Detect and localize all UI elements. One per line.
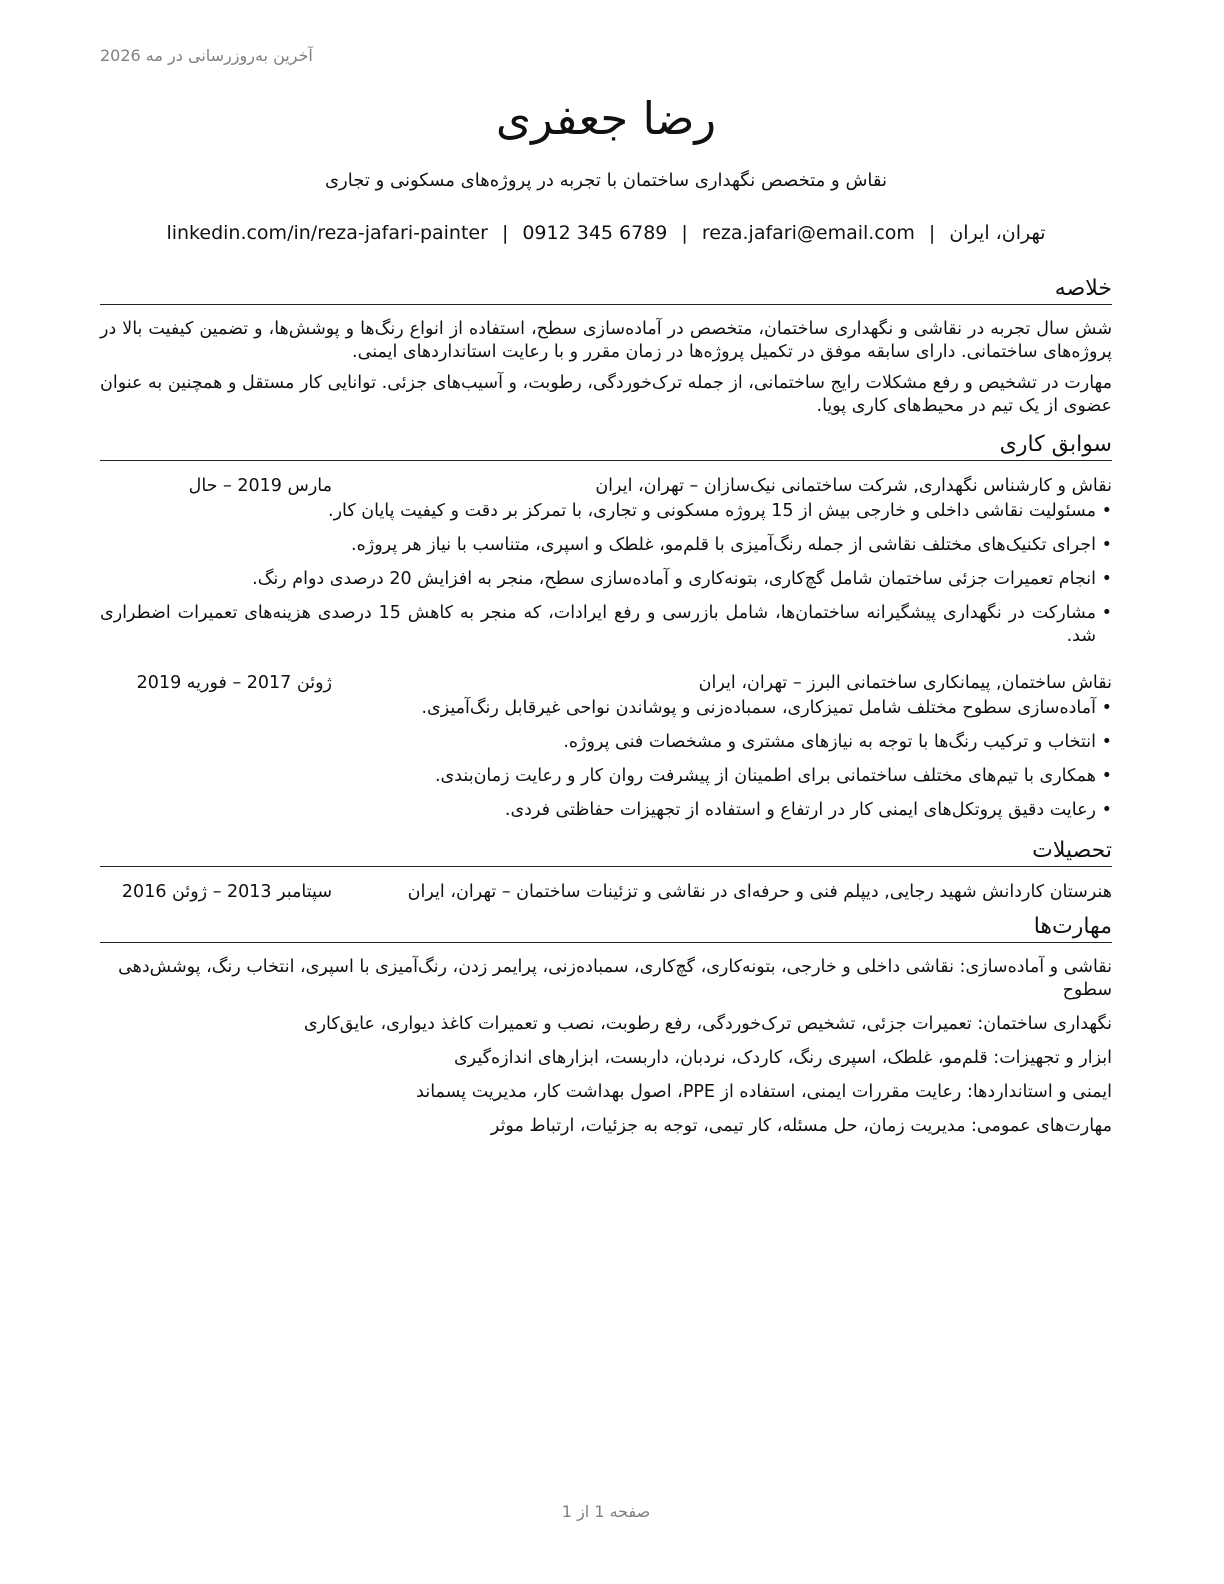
experience-section [100,432,1112,822]
resume-page [100,0,1112,1584]
contact-phone[interactable]: 0912 345 6789 [522,222,668,244]
skill-item: نگهداری ساختمان: تعمیرات جزئی، تشخیص ترک‌خوردگی، رفع رطوبت، نصب و تعمیرات کاغذ دیواری، عایق‌کاری [303,1014,1112,1034]
skill-item: نقاشی و آماده‌سازی: نقاشی داخلی و خارجی، بتونه‌کاری، گچ‌کاری، سمباده‌زنی، پرایمر زدن، رنگ‌آمیزی با اسپری، انتخاب رنگ، پوشش‌دهی سطوح [118,957,1112,1000]
list-item: • مشارکت در نگهداری پیشگیرانه ساختمان‌ها، شامل بازرسی و رفع ایرادات، که منجر به کاهش 15 درصدی هزینه‌های تعمیرات اضطراری شد. [100,602,1112,648]
skills-section [100,914,1112,1138]
section-title: تحصیلات [100,838,1112,867]
skill-item: مهارت‌های عمومی: مدیریت زمان، حل مسئله، کار تیمی، توجه به جزئیات، ارتباط موثر [490,1116,1112,1136]
list-item: • همکاری با تیم‌های مختلف ساختمانی برای اطمینان از پیشرفت روان کار و رعایت زمان‌بندی. [100,765,1112,788]
job-bullets [100,697,1112,822]
contact-separator: | [681,222,688,244]
job-header [100,672,1112,695]
job-dates: مارس 2019 – حال [188,476,332,496]
education-dates: سپتامبر 2013 – ژوئن 2016 [121,882,332,902]
job-header [100,475,1112,498]
list-item: • آماده‌سازی سطوح مختلف شامل تمیزکاری، سمباده‌زنی و پوشاندن نواحی غیرقابل رنگ‌آمیزی. [100,697,1112,720]
contact-separator: | [501,222,509,244]
page-number: صفحه 1 از 1 [561,1502,651,1521]
job-title: نقاش ساختمان, پیمانکاری ساختمانی البرز – تهران، ایران [698,673,1112,693]
education-org: هنرستان کاردانش شهید رجایی, دیپلم فنی و حرفه‌ای در نقاشی و تزئینات ساختمان – تهران، ایران [407,882,1112,902]
section-title: سوابق کاری [100,432,1112,461]
education-item [100,881,1112,904]
contact-linkedin[interactable]: linkedin.com/in/reza-jafari-painter [166,222,488,244]
contact-email[interactable]: reza.jafari@email.com [701,222,915,244]
skills-list [100,956,1112,1138]
job-title: نقاش و کارشناس نگهداری, شرکت ساختمانی نیک‌سازان – تهران، ایران [595,476,1112,496]
section-title: خلاصه [100,276,1112,305]
contact-location: تهران، ایران [949,222,1046,244]
list-item: • رعایت دقیق پروتکل‌های ایمنی کار در ارتفاع و استفاده از تجهیزات حفاظتی فردی. [100,799,1112,822]
job-bullets [100,500,1112,648]
education-section [100,838,1112,904]
list-item: • انجام تعمیرات جزئی ساختمان شامل گچ‌کاری، بتونه‌کاری و آماده‌سازی سطح، منجر به افزایش 20 درصدی دوام رنگ. [100,568,1112,591]
page-title: رضا جعفری [495,92,717,145]
summary-paragraph: شش سال تجربه در نقاشی و نگهداری ساختمان، متخصص در آماده‌سازی سطح، استفاده از انواع رنگ‌ها و پوشش‌ها، و تضمین کیفیت بالا در پروژه‌های ساختمانی. دارای سابقه موفق در تکمیل پروژه‌ها در زمان مقرر و با رعایت استانداردهای ایمنی. [100,319,1112,362]
skill-item: ابزار و تجهیزات: قلم‌مو، غلطک، اسپری رنگ، کاردک، نردبان، داربست، ابزارهای اندازه‌گیری [453,1048,1112,1068]
list-item: • اجرای تکنیک‌های مختلف نقاشی از جمله رنگ‌آمیزی با قلم‌مو، غلطک و اسپری، متناسب با نیاز هر پروژه. [100,534,1112,557]
contact-separator: | [928,222,936,244]
section-title: مهارت‌ها [100,914,1112,943]
skill-item: ایمنی و استانداردها: رعایت مقررات ایمنی، استفاده از PPE، اصول بهداشت کار، مدیریت پسماند [416,1082,1112,1102]
list-item: • انتخاب و ترکیب رنگ‌ها با توجه به نیازهای مشتری و مشخصات فنی پروژه. [100,731,1112,754]
contact-line [100,222,1112,244]
list-item: • مسئولیت نقاشی داخلی و خارجی بیش از 15 پروژه مسکونی و تجاری، با تمرکز بر دقت و کیفیت پایان کار. [100,500,1112,523]
headline: نقاش و متخصص نگهداری ساختمان با تجربه در پروژه‌های مسکونی و تجاری [324,170,888,191]
resume-content [100,276,1112,1138]
last-updated: آخرین به‌روزرسانی در مه 2026 [100,46,313,65]
summary-section [100,276,1112,418]
job-dates: ژوئن 2017 – فوریه 2019 [136,673,332,693]
summary-paragraph: مهارت در تشخیص و رفع مشکلات رایج ساختمانی، از جمله ترک‌خوردگی، رطوبت، و آسیب‌های جزئی. توانایی کار مستقل و همچنین به عنوان عضوی از یک تیم در محیط‌های کاری پویا. [100,373,1112,416]
